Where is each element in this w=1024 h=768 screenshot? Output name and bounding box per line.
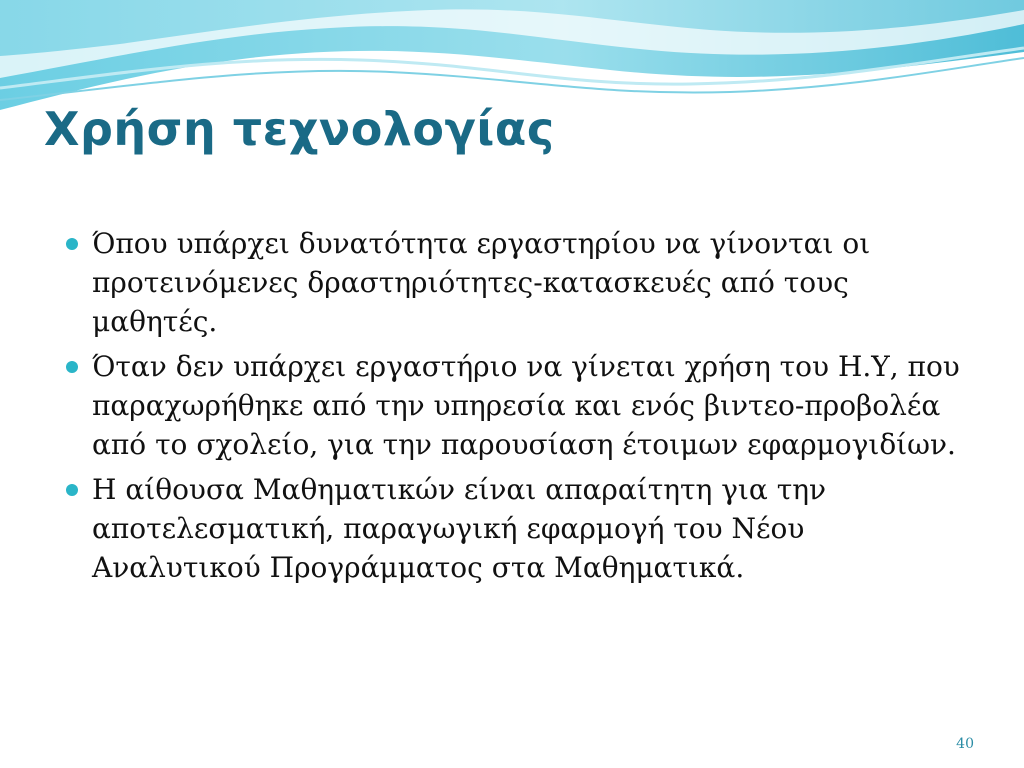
bullet-dot-icon [66,361,78,373]
bullet-text: Η αίθουσα Μαθηματικών είναι απαραίτητη για την αποτελεσματική, παραγωγική εφαρμογή του Νέου Αναλυτικού Προγράμματος στα Μαθηματικά. [92,473,827,584]
bullet-item [66,470,976,587]
page-number: 40 [956,736,974,752]
bullet-dot-icon [66,484,78,496]
bullet-dot-icon [66,238,78,250]
bullet-item [66,347,976,464]
bullet-list [66,224,976,593]
slide-title: Χρήση τεχνολογίας [44,102,555,156]
bullet-text: Όταν δεν υπάρχει εργαστήριο να γίνεται χρήση του Η.Υ, που παραχωρήθηκε από την υπηρεσία και ενός βιντεο-προβολέα από το σχολείο, για την παρουσίαση έτοιμων εφαρμογιδίων. [92,350,960,461]
bullet-text: Όπου υπάρχει δυνατότητα εργαστηρίου να γίνονται οι προτεινόμενες δραστηριότητες-κατασκευές από τους μαθητές. [92,227,871,338]
bullet-item [66,224,976,341]
